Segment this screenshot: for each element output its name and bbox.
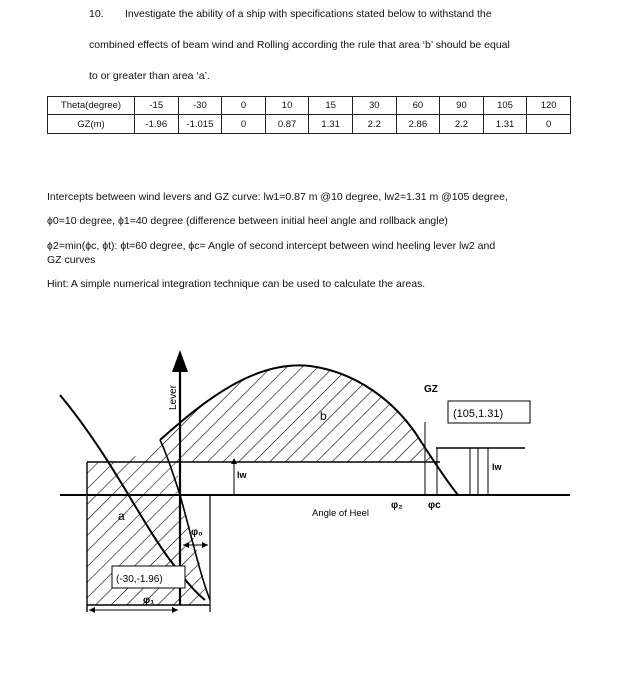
table-cell: 2.86	[396, 115, 440, 134]
table-cell: 105	[483, 97, 527, 115]
question-line-1: Investigate the ability of a ship with specifications stated below to withstand the	[125, 8, 492, 20]
table-cell: 15	[309, 97, 353, 115]
table-cell: 1.31	[483, 115, 527, 134]
table-cell: 2.2	[352, 115, 396, 134]
hint-line: Hint: A simple numerical integration technique can be used to calculate the areas.	[47, 278, 426, 290]
question-line-3: to or greater than area ‘a’.	[89, 70, 210, 82]
y-axis-arrow	[172, 350, 188, 372]
table-cell: 0.87	[265, 115, 309, 134]
question-number: 10.	[89, 8, 104, 20]
phi1-label: φ₁	[143, 595, 155, 606]
table-cell: -1.015	[178, 115, 222, 134]
phi2-label: φ₂	[391, 500, 403, 511]
lever2-label: lw	[492, 462, 502, 472]
table-cell: 1.31	[309, 115, 353, 134]
table-cell: 120	[527, 97, 571, 115]
note-line-4: GZ curves	[47, 254, 96, 266]
table-cell: 2.2	[440, 115, 484, 134]
gz-curve-label: GZ	[424, 384, 438, 395]
table-cell: 90	[440, 97, 484, 115]
question-line-2: combined effects of beam wind and Rolling according the rule that area ‘b’ should be equal	[89, 39, 510, 51]
area-a-hatched-upper	[87, 462, 178, 495]
table-cell: -15	[135, 97, 179, 115]
phic-label: φc	[428, 500, 441, 511]
table-cell: 10	[265, 97, 309, 115]
phi1-arrow-left	[89, 607, 95, 613]
lever1-label: lw	[237, 470, 247, 480]
phi0-arrow-right	[202, 542, 208, 548]
table-cell: 60	[396, 97, 440, 115]
table-cell: -1.96	[135, 115, 179, 134]
phi1-arrow-right	[172, 607, 178, 613]
y-axis-label: Lever	[168, 384, 179, 410]
point-left-label: (-30,-1.96)	[116, 574, 163, 585]
note-line-2: ϕ0=10 degree, ϕ1=40 degree (difference between initial heel angle and rollback angle)	[47, 215, 448, 227]
table-cell: 0	[222, 115, 266, 134]
point-right-label: (105,1.31)	[453, 408, 504, 420]
area-a-label: a	[118, 509, 125, 523]
area-b-hatched	[102, 365, 436, 462]
note-line-1: Intercepts between wind levers and GZ curve: lw1=0.87 m @10 degree, lw2=1.31 m @105 degree,	[47, 191, 508, 203]
note-line-3: ϕ2=min(ϕc, ϕt): ϕt=60 degree, ϕc= Angle of second intercept between wind heeling lever lw2 and	[47, 240, 496, 252]
table-cell: 0	[527, 115, 571, 134]
table-cell: -30	[178, 97, 222, 115]
row-header-gz: GZ(m)	[48, 115, 135, 134]
x-axis-label: Angle of Heel	[312, 508, 370, 519]
row-header-theta: Theta(degree)	[48, 97, 135, 115]
table-cell: 30	[352, 97, 396, 115]
area-b-label: b	[320, 409, 327, 423]
table-cell: 0	[222, 97, 266, 115]
phi0-label: φ₀	[191, 527, 203, 538]
